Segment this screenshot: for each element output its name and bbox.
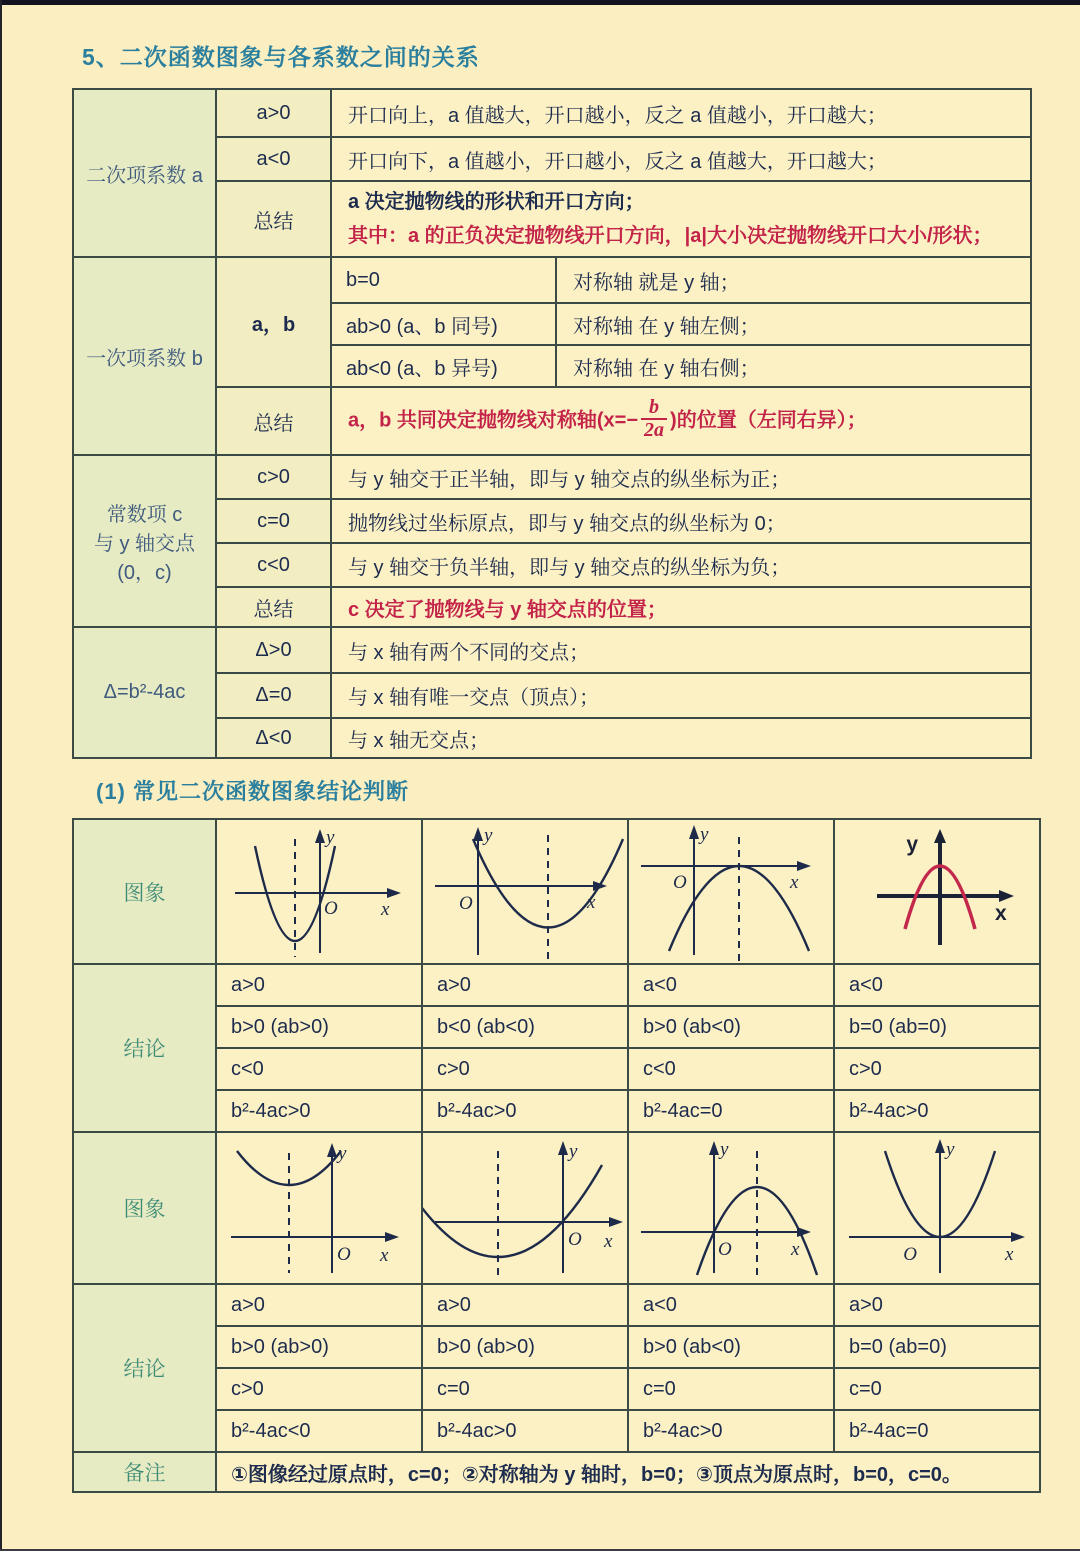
x-axis-label: x <box>791 1239 800 1260</box>
conclusion-cell: c>0 <box>834 1048 1040 1090</box>
graph-cell <box>216 1132 422 1284</box>
summary-cell-axis-formula <box>331 387 1031 455</box>
conclusion-cell: b>0 (ab>0) <box>216 1326 422 1368</box>
conclusion-cell: b>0 (ab<0) <box>628 1006 834 1048</box>
description-cell: 与 x 轴无交点； <box>331 718 1031 758</box>
conclusion-cell: c=0 <box>834 1368 1040 1410</box>
row-header-c-line3: (0，c) <box>117 561 172 584</box>
graph-conclusion-table <box>72 818 1041 1493</box>
conclusion-cell: b>0 (ab>0) <box>422 1326 628 1368</box>
origin-label: O <box>324 897 338 919</box>
condition-cell: c>0 <box>216 455 331 499</box>
parabola-graph-up-above-axis <box>217 1137 421 1279</box>
conclusion-cell: a<0 <box>628 964 834 1006</box>
y-axis-label: y <box>484 824 493 846</box>
graph-cell <box>628 1132 834 1284</box>
row-header-c-line1: 常数项 c <box>106 503 183 526</box>
origin-label: O <box>568 1229 582 1250</box>
study-sheet <box>2 5 1078 1493</box>
origin-label: O <box>459 892 473 914</box>
x-axis-label: x <box>604 1231 613 1252</box>
note-cell: ①图像经过原点时，c=0；②对称轴为 y 轴时，b=0；③顶点为原点时，b=0，c=0。 <box>216 1452 1040 1492</box>
condition-cell: Δ>0 <box>216 627 331 673</box>
parabola-graph-down-tangent <box>629 821 833 963</box>
condition-cell: Δ=0 <box>216 673 331 718</box>
condition-cell: ab<0 (a、b 异号) <box>331 345 556 387</box>
y-axis-label: y <box>906 832 918 856</box>
condition-cell: a<0 <box>216 137 331 181</box>
coefficient-relation-table <box>72 88 1032 759</box>
description-cell: 对称轴 在 y 轴右侧； <box>556 345 1031 387</box>
description-cell: 开口向上，a 值越大，开口越小，反之 a 值越小，开口越大； <box>331 89 1031 137</box>
description-cell: 抛物线过坐标原点，即与 y 轴交点的纵坐标为 0； <box>331 499 1031 543</box>
description-cell: 对称轴 就是 y 轴； <box>556 257 1031 303</box>
y-axis-label: y <box>338 1143 347 1164</box>
condition-cell: c=0 <box>216 499 331 543</box>
condition-cell: b=0 <box>331 257 556 303</box>
description-cell: 与 x 轴有唯一交点（顶点）； <box>331 673 1031 718</box>
conclusion-cell: b=0 (ab=0) <box>834 1006 1040 1048</box>
parabola-graph-up-through-origin <box>423 1137 627 1279</box>
x-axis-label: x <box>381 898 390 920</box>
condition-cell: Δ<0 <box>216 718 331 758</box>
conclusion-cell: a>0 <box>422 1284 628 1326</box>
section-title: 5、二次函数图象与各系数之间的关系 <box>82 44 480 70</box>
graph-cell <box>216 819 422 964</box>
conclusion-cell: c<0 <box>216 1048 422 1090</box>
conclusion-cell: b²-4ac>0 <box>422 1410 628 1452</box>
x-axis-label: x <box>587 891 596 913</box>
row-header-delta: Δ=b²-4ac <box>73 627 216 758</box>
conclusion-cell: a>0 <box>834 1284 1040 1326</box>
y-axis-label: y <box>700 823 709 845</box>
graph-row-label: 图象 <box>73 819 216 964</box>
description-cell: 与 x 轴有两个不同的交点； <box>331 627 1031 673</box>
origin-label: O <box>903 1244 917 1265</box>
row-header-c-line2: 与 y 轴交点 <box>93 532 196 555</box>
conclusion-cell: a>0 <box>216 964 422 1006</box>
formula-suffix: )的位置（左同右异）； <box>670 409 867 432</box>
conclusion-cell: b²-4ac=0 <box>834 1410 1040 1452</box>
conclusion-cell: b<0 (ab<0) <box>422 1006 628 1048</box>
note-row-label: 备注 <box>73 1452 216 1492</box>
graph-row-label: 图象 <box>73 1132 216 1284</box>
fraction-denominator: 2a <box>644 419 665 441</box>
graph-cell <box>628 819 834 964</box>
conclusion-cell: a>0 <box>216 1284 422 1326</box>
row-header-c <box>73 455 216 627</box>
summary-line-1: a 决定抛物线的形状和开口方向； <box>348 191 645 213</box>
graph-cell <box>422 1132 628 1284</box>
summary-label: 总结 <box>216 181 331 257</box>
y-axis-label: y <box>569 1141 578 1162</box>
conclusion-cell: b>0 (ab>0) <box>216 1006 422 1048</box>
conclusion-cell: b²-4ac>0 <box>422 1090 628 1132</box>
x-axis-label: x <box>790 871 799 893</box>
parabola-graph-up-vertex-origin <box>835 1137 1039 1279</box>
conclusion-cell: b²-4ac>0 <box>216 1090 422 1132</box>
summary-label: 总结 <box>216 587 331 627</box>
conclusion-cell: c=0 <box>628 1368 834 1410</box>
row-header-b: 一次项系数 b <box>73 257 216 455</box>
conclusion-row-label: 结论 <box>73 964 216 1132</box>
x-axis-label: x <box>1005 1244 1014 1265</box>
x-axis-label: x <box>380 1245 389 1266</box>
condition-cell: c<0 <box>216 543 331 587</box>
conclusion-cell: b>0 (ab<0) <box>628 1326 834 1368</box>
row-header-a: 二次项系数 a <box>73 89 216 257</box>
group-cell-ab: a，b <box>216 257 331 387</box>
parabola-graph-down-red-symmetric <box>835 821 1039 963</box>
origin-label: O <box>673 871 687 893</box>
summary-line-2: 其中：a 的正负决定抛物线开口方向，|a|大小决定抛物线开口大小/形状； <box>348 225 993 247</box>
condition-cell: ab>0 (a、b 同号) <box>331 303 556 345</box>
conclusion-cell: c>0 <box>216 1368 422 1410</box>
conclusion-cell: c<0 <box>628 1048 834 1090</box>
parabola-graph-up-axis-right <box>423 821 627 963</box>
summary-label: 总结 <box>216 387 331 455</box>
x-axis-label: x <box>995 901 1007 925</box>
fraction-b-over-2a <box>641 397 667 441</box>
conclusion-cell: b²-4ac<0 <box>216 1410 422 1452</box>
condition-cell: a>0 <box>216 89 331 137</box>
parabola-graph-up-axis-left <box>217 821 421 963</box>
conclusion-cell: b=0 (ab=0) <box>834 1326 1040 1368</box>
parabola-graph-down-through-origin <box>629 1137 833 1279</box>
y-axis-label: y <box>720 1139 729 1160</box>
origin-label: O <box>718 1239 732 1260</box>
description-cell: 对称轴 在 y 轴左侧； <box>556 303 1031 345</box>
summary-cell <box>331 181 1031 257</box>
conclusion-cell: b²-4ac>0 <box>628 1410 834 1452</box>
conclusion-cell: b²-4ac=0 <box>628 1090 834 1132</box>
graph-cell <box>422 819 628 964</box>
graph-cell <box>834 819 1040 964</box>
description-cell: 与 y 轴交于负半轴，即与 y 轴交点的纵坐标为负； <box>331 543 1031 587</box>
formula-prefix: a，b 共同决定抛物线对称轴(x=− <box>348 409 639 432</box>
conclusion-cell: a<0 <box>834 964 1040 1006</box>
summary-cell: c 决定了抛物线与 y 轴交点的位置； <box>331 587 1031 627</box>
conclusion-row-label: 结论 <box>73 1284 216 1452</box>
conclusion-cell: c>0 <box>422 1048 628 1090</box>
fraction-numerator: b <box>641 397 667 420</box>
description-cell: 与 y 轴交于正半轴，即与 y 轴交点的纵坐标为正； <box>331 455 1031 499</box>
origin-label: O <box>337 1244 351 1265</box>
subsection-title: (1) 常见二次函数图象结论判断 <box>96 779 410 804</box>
conclusion-cell: c=0 <box>422 1368 628 1410</box>
y-axis-label: y <box>326 826 335 848</box>
description-cell: 开口向下，a 值越小，开口越小，反之 a 值越大，开口越大； <box>331 137 1031 181</box>
graph-cell <box>834 1132 1040 1284</box>
conclusion-cell: b²-4ac>0 <box>834 1090 1040 1132</box>
y-axis-label: y <box>946 1139 955 1160</box>
conclusion-cell: a<0 <box>628 1284 834 1326</box>
conclusion-cell: a>0 <box>422 964 628 1006</box>
